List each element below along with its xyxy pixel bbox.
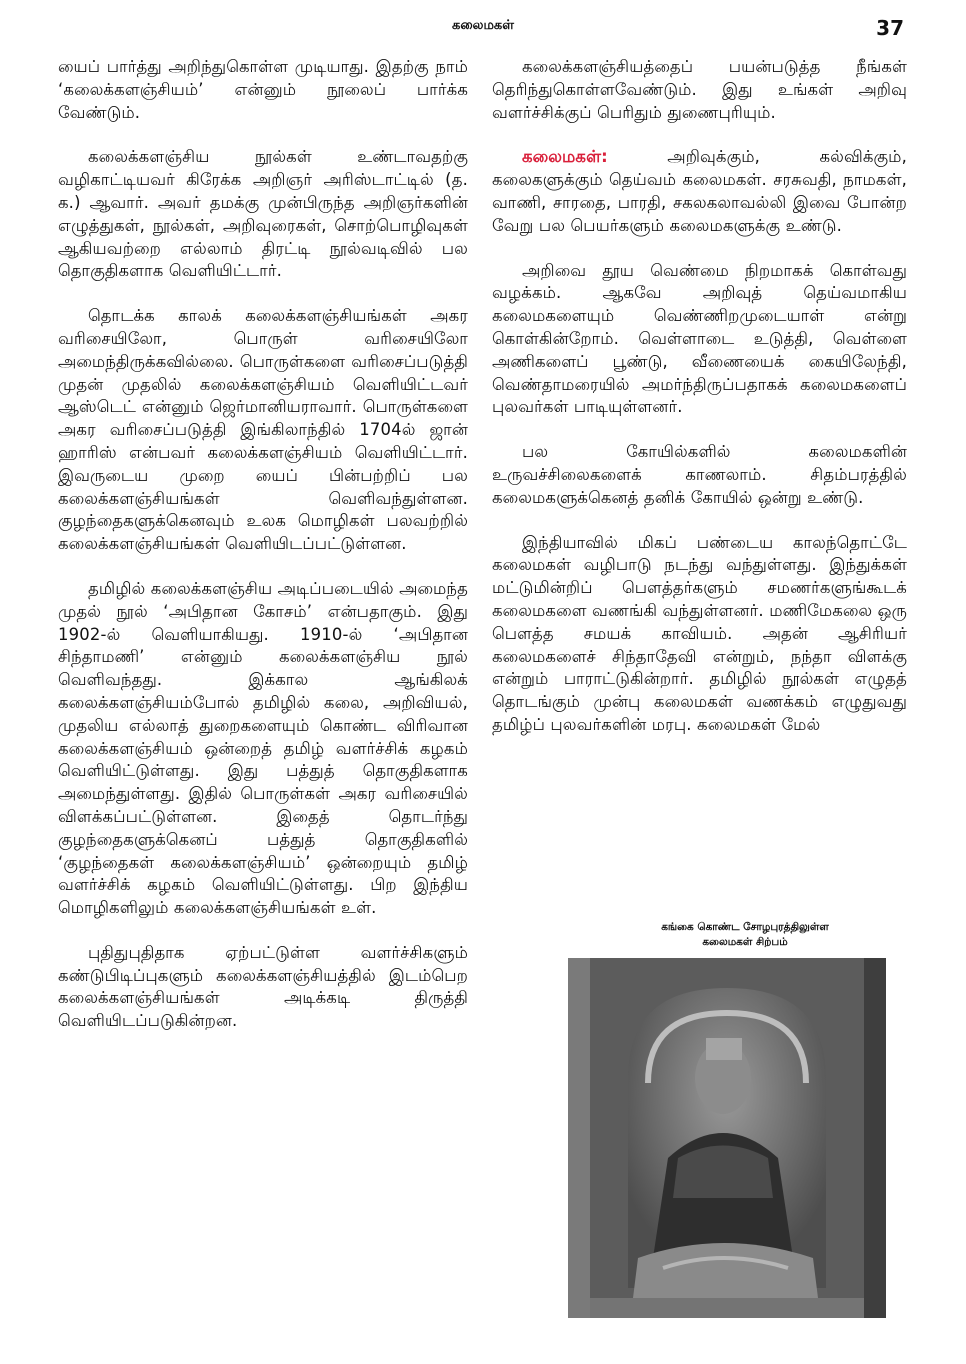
sculpture-figure <box>565 920 925 1318</box>
sculpture-photo <box>568 958 886 1318</box>
caption-line: கலைமகள் சிற்பம் <box>702 936 788 948</box>
paragraph: பல கோயில்களில் கலைமகளின் உருவச்சிலைகளைக் காணலாம். சிதம்பரத்தில் கலைமகளுக்கெனத் தனிக் கோயில் ஒன்று உண்டு. <box>492 442 907 507</box>
sculpture-image <box>568 958 886 1318</box>
paragraph: தொடக்க காலக் கலைக்களஞ்சியங்கள் அகர வரிசையிலோ, பொருள் வரிசையிலோ அமைந்திருக்கவில்லை. பொருள்களை வரிசைப்படுத்தி முதன் முதலில் கலைக்களஞ்சியம் வெளியிட்டவர் ஆஸ்டெட் என்னும் ஜெர்மானியராவார். பொருள்களை அகர வரிசைப்படுத்தி இங்கிலாந்தில் 1704ல் ஜான் ஹாரிஸ் என்பவர் கலைக்களஞ்சியம் வெளியிட்டார். இவருடைய முறை யைப் பின்பற்றிப் பல கலைக்களஞ்சியங்கள் வெளிவந்துள்ளன. குழந்தைகளுக்கெனவும் உலக மொழிகள் பலவற்றில் கலைக்களஞ்சியங்கள் வெளியிடப்பட்டுள்ளன. <box>58 306 468 554</box>
paragraph: யைப் பார்த்து அறிந்துகொள்ள முடியாது. இதற்கு நாம் ‘கலைக்களஞ்சியம்’ என்னும் நூலைப் பார்க்க வேண்டும். <box>58 57 468 122</box>
entry-keyword: கலைமகள்: <box>522 147 608 167</box>
entry-paragraph <box>492 146 907 237</box>
paragraph: இந்தியாவில் மிகப் பண்டைய காலந்தொட்டே கலைமகள் வழிபாடு நடந்து வந்துள்ளது. இந்துக்கள் மட்டுமின்றிப் பௌத்தர்களும் சமணர்களுங்கூடக் கலைமகளை வணங்கி வந்துள்ளனர். மணிமேகலை ஒரு பௌத்த சமயக் காவியம். அதன் ஆசிரியர் கலைமகளைச் சிந்தாதேவி என்றும், நந்தா விளக்கு என்றும் பாராட்டுகின்றார். தமிழில் நூல்கள் எழுதத் தொடங்கும் முன்பு கலைமகள் வணக்கம் எழுதுவது தமிழ்ப் புலவர்களின் மரபு. கலைமகள் மேல் <box>492 532 907 734</box>
page-number: 37 <box>876 16 904 40</box>
running-title: கலைமகள் <box>452 18 514 33</box>
paragraph: தமிழில் கலைக்களஞ்சிய அடிப்படையில் அமைந்த முதல் நூல் ‘அபிதான கோசம்’ என்பதாகும். இது 1902-ல் வெளியாகியது. 1910-ல் ‘அபிதான சிந்தாமணி’ என்னும் கலைக்களஞ்சிய நூல் வெளிவந்தது. இக்கால ஆங்கிலக் கலைக்களஞ்சியம்போல் தமிழில் கலை, அறிவியல், முதலிய எல்லாத் துறைகளையும் கொண்ட விரிவான கலைக்களஞ்சியம் ஒன்றைத் தமிழ் வளர்ச்சிக் கழகம் வெளியிட்டுள்ளது. இது பத்துத் தொகுதிகளாக அமைந்துள்ளது. இதில் பொருள்கள் அகர வரிசையில் விளக்கப்பட்டுள்ளன. இதைத் தொடர்ந்து குழந்தைகளுக்கெனப் பத்துத் தொகுதிகளில் ‘குழந்தைகள் கலைக்களஞ்சியம்’ ஒன்றையும் தமிழ் வளர்ச்சிக் கழகம் வெளியிட்டுள்ளது. பிற இந்திய மொழிகளிலும் கலைக்களஞ்சியங்கள் உள். <box>58 578 468 918</box>
paragraph: கலைக்களஞ்சிய நூல்கள் உண்டாவதற்கு வழிகாட்டியவர் கிரேக்க அறிஞர் அரிஸ்டாட்டில் (த. க.) ஆவார். அவர் தமக்கு முன்பிருந்த அறிஞர்களின் எழுத்துகள், நூல்கள், அறிவுரைகள், சொற்பொழிவுகள் ஆகியவற்றை எல்லாம் திரட்டி நூல்வடிவில் பல தொகுதிகளாக வெளியிட்டார். <box>58 147 468 281</box>
page-header <box>0 0 966 48</box>
paragraph: கலைக்களஞ்சியத்தைப் பயன்படுத்த நீங்கள் தெரிந்துகொள்ளவேண்டும். இது உங்கள் அறிவு வளர்ச்சிக்குப் பெரிதும் துணைபுரியும். <box>492 57 907 122</box>
paragraph: அறிவை தூய வெண்மை நிறமாகக் கொள்வது வழக்கம். ஆகவே அறிவுத் தெய்வமாகிய கலைமகளையும் வெண்ணிறமுடையாள் என்று கொள்கின்றோம். வெள்ளாடை உடுத்தி, வெள்ளை அணிகளைப் பூண்டு, வீணையைக் கையிலேந்தி, வெண்தாமரையில் அமர்ந்திருப்பதாகக் கலைமகளைப் புலவர்கள் பாடியுள்ளனர். <box>492 260 907 417</box>
caption-line: கங்கை கொண்ட சோழபுரத்திலுள்ள <box>661 921 829 933</box>
entry-text: அறிவுக்கும், கல்விக்கும், கலைகளுக்கும் தெய்வம் கலைமகள். சரசுவதி, நாமகள், வாணி, சாரதை, பாரதி, சகலகலாவல்லி இவை போன்ற வேறு பல பெயர்களும் கலைமகளுக்கு உண்டு. <box>492 147 907 235</box>
paragraph: புதிதுபுதிதாக ஏற்பட்டுள்ள வளர்ச்சிகளும் கண்டுபிடிப்புகளும் கலைக்களஞ்சியத்தில் இடம்பெற கலைக்களஞ்சியங்கள் அடிக்கடி திருத்தி வெளியிடப்படுகின்றன. <box>58 942 468 1031</box>
figure-caption <box>565 920 925 950</box>
left-column <box>58 56 468 1055</box>
right-column <box>492 56 907 759</box>
